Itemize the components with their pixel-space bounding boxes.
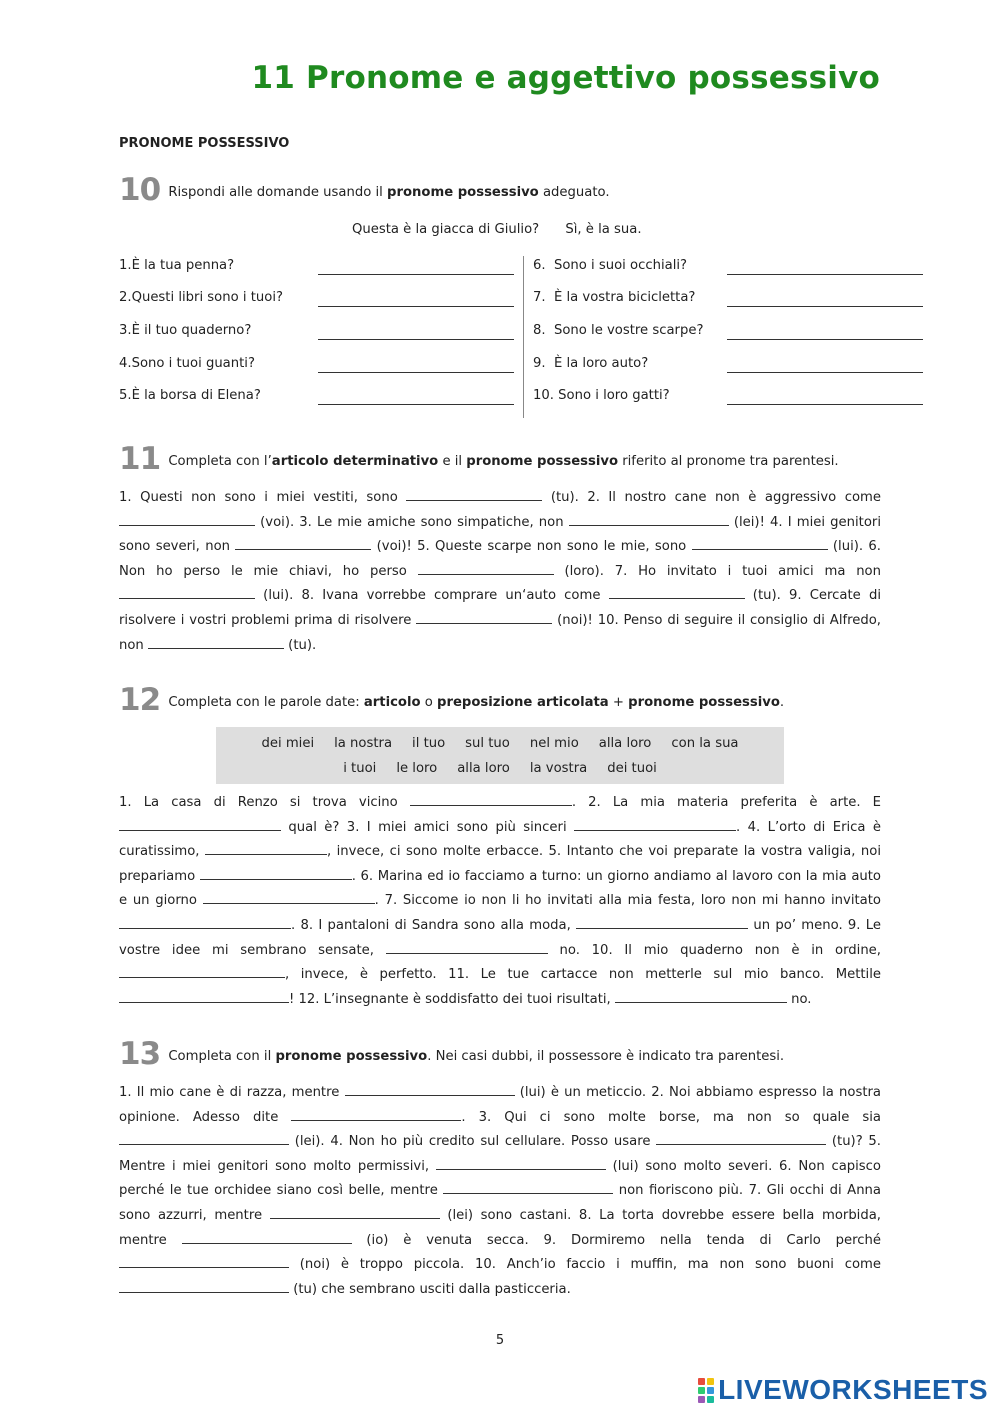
answer-blank[interactable] xyxy=(291,1107,461,1121)
exercise-11-header xyxy=(119,441,839,477)
answer-blank[interactable] xyxy=(205,841,327,855)
page-title: 11 Pronome e aggettivo possessivo xyxy=(251,60,880,96)
answer-field[interactable] xyxy=(727,358,923,373)
answer-blank[interactable] xyxy=(406,487,542,501)
answer-field[interactable] xyxy=(318,292,514,307)
answer-blank[interactable] xyxy=(203,890,375,904)
answer-blank[interactable] xyxy=(119,915,291,929)
exercise-instruction: Completa con il pronome possessivo. Nei casi dubbi, il possessore è indicato tra parentesi. xyxy=(168,1049,785,1064)
exercise-12-header xyxy=(119,682,784,718)
word-option[interactable]: i tuoi xyxy=(343,761,377,776)
answer-blank[interactable] xyxy=(270,1205,440,1219)
word-option[interactable]: la nostra xyxy=(334,736,393,751)
answer-blank[interactable] xyxy=(692,536,828,550)
answer-blank[interactable] xyxy=(386,940,548,954)
answer-blank[interactable] xyxy=(443,1180,613,1194)
answer-blank[interactable] xyxy=(345,1082,515,1096)
answer-blank[interactable] xyxy=(609,585,745,599)
answer-blank[interactable] xyxy=(119,964,285,978)
answer-field[interactable] xyxy=(318,358,514,373)
question-5: 5.È la borsa di Elena? xyxy=(119,388,261,403)
answer-blank[interactable] xyxy=(436,1156,606,1170)
word-option[interactable]: con la sua xyxy=(671,736,739,751)
answer-blank[interactable] xyxy=(119,512,255,526)
example-question: Questa è la giacca di Giulio? xyxy=(352,222,540,237)
answer-blank[interactable] xyxy=(119,817,281,831)
answer-field[interactable] xyxy=(727,292,923,307)
question-1: 1.È la tua penna? xyxy=(119,258,235,273)
brand-text: LIVEWORKSHEETS xyxy=(718,1374,988,1405)
question-8: 8. Sono le vostre scarpe? xyxy=(533,323,704,338)
answer-field[interactable] xyxy=(727,390,923,405)
answer-blank[interactable] xyxy=(418,561,554,575)
word-bank xyxy=(216,727,784,784)
word-option[interactable]: alla loro xyxy=(598,736,652,751)
answer-field[interactable] xyxy=(727,325,923,340)
exercise-number: 10 xyxy=(119,172,161,208)
column-divider xyxy=(523,256,524,418)
word-option[interactable]: nel mio xyxy=(529,736,579,751)
exercise-instruction: Completa con l’articolo determinativo e il pronome possessivo riferito al pronome tra parentesi. xyxy=(168,454,839,469)
answer-field[interactable] xyxy=(318,260,514,275)
question-9: 9. È la loro auto? xyxy=(533,356,649,371)
exercise-instruction: Rispondi alle domande usando il pronome possessivo adeguato. xyxy=(168,185,610,200)
answer-blank[interactable] xyxy=(235,536,371,550)
answer-blank[interactable] xyxy=(576,915,748,929)
question-4: 4.Sono i tuoi guanti? xyxy=(119,356,255,371)
section-label: PRONOME POSSESSIVO xyxy=(119,136,290,151)
answer-blank[interactable] xyxy=(200,866,352,880)
question-10: 10. Sono i loro gatti? xyxy=(533,388,670,403)
answer-blank[interactable] xyxy=(416,610,552,624)
word-option[interactable]: le loro xyxy=(396,761,438,776)
answer-blank[interactable] xyxy=(656,1131,826,1145)
question-2: 2.Questi libri sono i tuoi? xyxy=(119,290,283,305)
answer-blank[interactable] xyxy=(119,585,255,599)
exercise-number: 11 xyxy=(119,441,161,477)
answer-field[interactable] xyxy=(727,260,923,275)
answer-blank[interactable] xyxy=(119,1279,289,1293)
answer-blank[interactable] xyxy=(182,1230,352,1244)
answer-blank[interactable] xyxy=(410,792,572,806)
exercise-number: 13 xyxy=(119,1036,161,1072)
example-line xyxy=(352,222,664,237)
word-option[interactable]: il tuo xyxy=(412,736,446,751)
answer-blank[interactable] xyxy=(148,635,284,649)
answer-blank[interactable] xyxy=(574,817,736,831)
word-option[interactable]: alla loro xyxy=(457,761,510,776)
page-number: 5 xyxy=(495,1333,505,1348)
answer-field[interactable] xyxy=(318,325,514,340)
word-bank-row xyxy=(216,736,784,751)
question-7: 7. È la vostra bicicletta? xyxy=(533,290,696,305)
exercise-number: 12 xyxy=(119,682,161,718)
word-option[interactable]: dei miei xyxy=(261,736,315,751)
answer-blank[interactable] xyxy=(615,989,787,1003)
example-answer: Sì, è la sua. xyxy=(565,222,642,237)
answer-field[interactable] xyxy=(318,390,514,405)
answer-blank[interactable] xyxy=(119,989,289,1003)
answer-blank[interactable] xyxy=(569,512,729,526)
brand-logo xyxy=(698,1374,988,1406)
brand-icon xyxy=(698,1378,714,1403)
answer-blank[interactable] xyxy=(119,1254,289,1268)
exercise-13-header xyxy=(119,1036,784,1072)
question-6: 6. Sono i suoi occhiali? xyxy=(533,258,688,273)
exercise-12-text: 1. La casa di Renzo si trova vicino . 2. La mia materia preferita è arte. E qual è? 3. I miei amici sono più sinceri . 4. L’orto di Erica è curatissimo, , invece, ci sono molte erbacce. 5. Intanto che voi preparate la vostra valigia, noi prepariamo . 6. Marina ed io facciamo a turno: un giorno andiamo al lavoro con la mia auto e un giorno . 7. Siccome io non li ho invitati alla mia festa, loro non mi hanno invitato . 8. I pantaloni di Sandra sono alla moda, un po’ meno. 9. Le vostre idee mi sembrano sensate, no. 10. Il mio quaderno non è in ordine, , invece, è perfetto. 11. Le tue cartacce non metterle sul mio banco. Mettile ! 12. L’insegnante è soddisfatto dei tuoi risultati, no. xyxy=(119,791,881,1012)
exercise-instruction: Completa con le parole date: articolo o preposizione articolata + pronome possessivo. xyxy=(168,695,785,710)
exercise-13-text: 1. Il mio cane è di razza, mentre (lui) è un meticcio. 2. Noi abbiamo espresso la nostra opinione. Adesso dite . 3. Qui ci sono molte borse, ma non so quale sia (lei). 4. Non ho più credito sul cellulare. Posso usare (tu)? 5. Mentre i miei genitori sono molto permissivi, (lui) sono molto severi. 6. Non capisco perché le tue orchidee siano così belle, mentre non fioriscono più. 7. Gli occhi di Anna sono azzurri, mentre (lei) sono castani. 8. La torta dovrebbe essere bella morbida, mentre (io) è venuta secca. 9. Dormiremo nella tenda di Carlo perché (noi) è troppo piccola. 10. Anch’io faccio i muffin, ma non sono buoni come (tu) che sembrano usciti dalla pasticceria. xyxy=(119,1081,881,1302)
word-option[interactable]: dei tuoi xyxy=(607,761,657,776)
answer-blank[interactable] xyxy=(119,1131,289,1145)
question-3: 3.È il tuo quaderno? xyxy=(119,323,252,338)
word-option[interactable]: la vostra xyxy=(529,761,588,776)
exercise-11-text: 1. Questi non sono i miei vestiti, sono (tu). 2. Il nostro cane non è aggressivo come (voi). 3. Le mie amiche sono simpatiche, non (lei)! 4. I miei genitori sono severi, non (voi)! 5. Queste scarpe non sono le mie, sono (lui). 6. Non ho perso le mie chiavi, ho perso (loro). 7. Ho invitato i tuoi amici ma non (lui). 8. Ivana vorrebbe comprare un‘auto come (tu). 9. Cercate di risolvere i vostri problemi prima di risolvere (noi)! 10. Penso di seguire il consiglio di Alfredo, non (tu). xyxy=(119,486,881,658)
exercise-10-header xyxy=(119,172,610,208)
word-bank-row xyxy=(216,761,784,776)
word-option[interactable]: sul tuo xyxy=(465,736,510,751)
